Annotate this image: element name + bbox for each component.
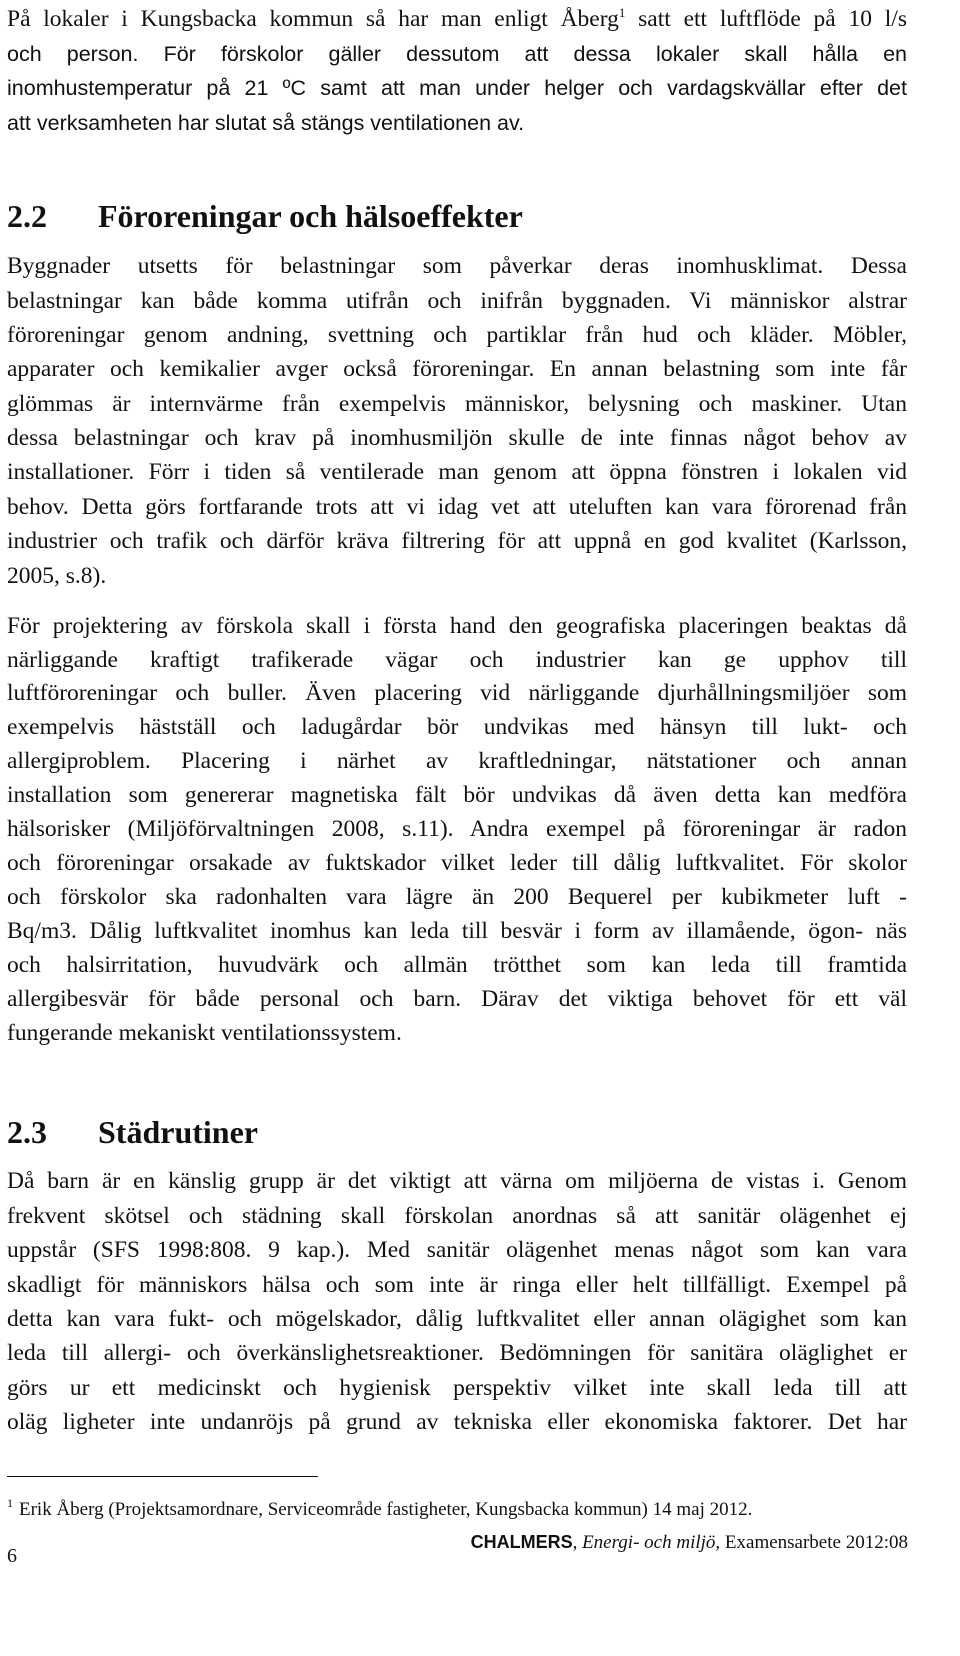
paragraph-line: skadligt för människors hälsa och som inte är ringa eller helt tillfälligt. Exempel på bbox=[7, 1272, 907, 1298]
intro-line: och person. För förskolor gäller dessutom att dessa lokaler skall hålla en bbox=[7, 42, 907, 66]
paragraph-line: frekvent skötsel och städning skall förskolan anordnas så att sanitär olägenhet ej bbox=[7, 1203, 907, 1229]
footnote-marker: 1 bbox=[7, 1496, 13, 1510]
footer-suffix: , Examensarbete 2012:08 bbox=[715, 1532, 908, 1553]
paragraph-line: oläg ligheter inte undanröjs på grund av tekniska eller ekonomiska faktorer. Det har bbox=[7, 1409, 907, 1435]
paragraph-line: och föroreningar orsakade av fuktskador vilket leder till dålig luftkvalitet. För skolor bbox=[7, 850, 907, 876]
intro-line-tail: satt ett luftflöde på 10 l/s bbox=[625, 6, 907, 32]
intro-line bbox=[7, 4, 907, 34]
paragraph-line: leda till allergi- och överkänslighetsreaktioner. Bedömningen för sanitära oläglighet er bbox=[7, 1340, 907, 1366]
paragraph-line: närliggande kraftigt trafikerade vägar och industrier kan ge upphov till bbox=[7, 647, 907, 673]
paragraph-line: Bq/m3. Dålig luftkvalitet inomhus kan leda till besvär i form av illamående, ögon- näs bbox=[7, 918, 907, 944]
paragraph-line: allergiproblem. Placering i närhet av kraftledningar, nätstationer och annan bbox=[7, 748, 907, 774]
paragraph-line: För projektering av förskola skall i första hand den geografiska placeringen beaktas då bbox=[7, 613, 907, 639]
paragraph-line: glömmas är internvärme från exempelvis människor, belysning och maskiner. Utan bbox=[7, 391, 907, 417]
intro-line: att verksamheten har slutat så stängs ventilationen av. bbox=[7, 111, 525, 135]
paragraph-line: apparater och kemikalier avger också föroreningar. En annan belastning som inte får bbox=[7, 356, 907, 382]
paragraph-line: Då barn är en känslig grupp är det viktigt att värna om miljöerna de vistas i. Genom bbox=[7, 1168, 907, 1194]
paragraph-line: 2005, s.8). bbox=[7, 563, 107, 589]
section-heading-2-2 bbox=[7, 196, 523, 236]
paragraph-line: och förskolor ska radonhalten vara lägre än 200 Bequerel per kubikmeter luft - bbox=[7, 884, 907, 910]
intro-line-text: På lokaler i Kungsbacka kommun så har man enligt Åberg bbox=[7, 6, 619, 32]
footnote bbox=[7, 1497, 752, 1523]
paragraph-line: industrier och trafik och därför kräva filtrering för att uppnå en god kvalitet (Karlsson, bbox=[7, 528, 907, 554]
intro-line: inomhustemperatur på 21 ºC samt att man under helger och vardagskvällar efter det bbox=[7, 76, 907, 100]
footer-brand: CHALMERS bbox=[470, 1532, 573, 1552]
footnote-divider bbox=[7, 1476, 318, 1477]
footnote-reference[interactable]: 1 bbox=[618, 5, 626, 20]
paragraph-line: installation som genererar magnetiska fält bör undvikas då även detta kan medföra bbox=[7, 782, 907, 808]
paragraph-line: och halsirritation, huvudvärk och allmän trötthet som kan leda till framtida bbox=[7, 952, 907, 978]
paragraph-line: föroreningar genom andning, svettning och partiklar från hud och kläder. Möbler, bbox=[7, 322, 907, 348]
paragraph-line: installationer. Förr i tiden så ventilerade man genom att öppna fönstren i lokalen vid bbox=[7, 459, 907, 485]
paragraph-line: dessa belastningar och krav på inomhusmiljön skulle de inte finnas något behov av bbox=[7, 425, 907, 451]
paragraph-line: detta kan vara fukt- och mögelskador, dålig luftkvalitet eller annan olägighet som kan bbox=[7, 1306, 907, 1332]
section-title: Föroreningar och hälsoeffekter bbox=[98, 198, 523, 234]
paragraph-line: hälsorisker (Miljöförvaltningen 2008, s.11). Andra exempel på föroreningar är radon bbox=[7, 816, 907, 842]
paragraph-line: fungerande mekaniskt ventilationssystem. bbox=[7, 1020, 402, 1046]
section-title: Städrutiner bbox=[98, 1114, 258, 1150]
footnote-text: Erik Åberg (Projektsamordnare, Serviceområde fastigheter, Kungsbacka kommun) 14 maj 2012. bbox=[19, 1499, 753, 1520]
paragraph-line: görs ur ett medicinskt och hygienisk perspektiv vilket inte skall leda till att bbox=[7, 1375, 907, 1401]
paragraph-line: uppstår (SFS 1998:808. 9 kap.). Med sanitär olägenhet menas något som kan vara bbox=[7, 1237, 907, 1263]
footer-separator: , bbox=[572, 1532, 583, 1553]
section-number: 2.3 bbox=[7, 1114, 47, 1150]
paragraph-line: behov. Detta görs fortfarande trots att vi idag vet att uteluften kan vara förorenad från bbox=[7, 494, 907, 520]
paragraph-line: exempelvis hästställ och ladugårdar bör undvikas med hänsyn till lukt- och bbox=[7, 714, 907, 740]
section-number: 2.2 bbox=[7, 198, 47, 234]
paragraph-line: belastningar kan både komma utifrån och inifrån byggnaden. Vi människor alstrar bbox=[7, 288, 907, 314]
page-number: 6 bbox=[7, 1545, 17, 1567]
footer-department: Energi- och miljö bbox=[582, 1532, 716, 1553]
page-footer bbox=[471, 1529, 908, 1556]
paragraph-line: luftföroreningar och buller. Även placering vid närliggande djurhållningsmiljöer som bbox=[7, 680, 907, 706]
paragraph-line: Byggnader utsetts för belastningar som påverkar deras inomhusklimat. Dessa bbox=[7, 253, 907, 279]
paragraph-line: allergibesvär för både personal och barn. Därav det viktiga behovet för ett väl bbox=[7, 986, 907, 1012]
section-heading-2-3 bbox=[7, 1112, 258, 1152]
